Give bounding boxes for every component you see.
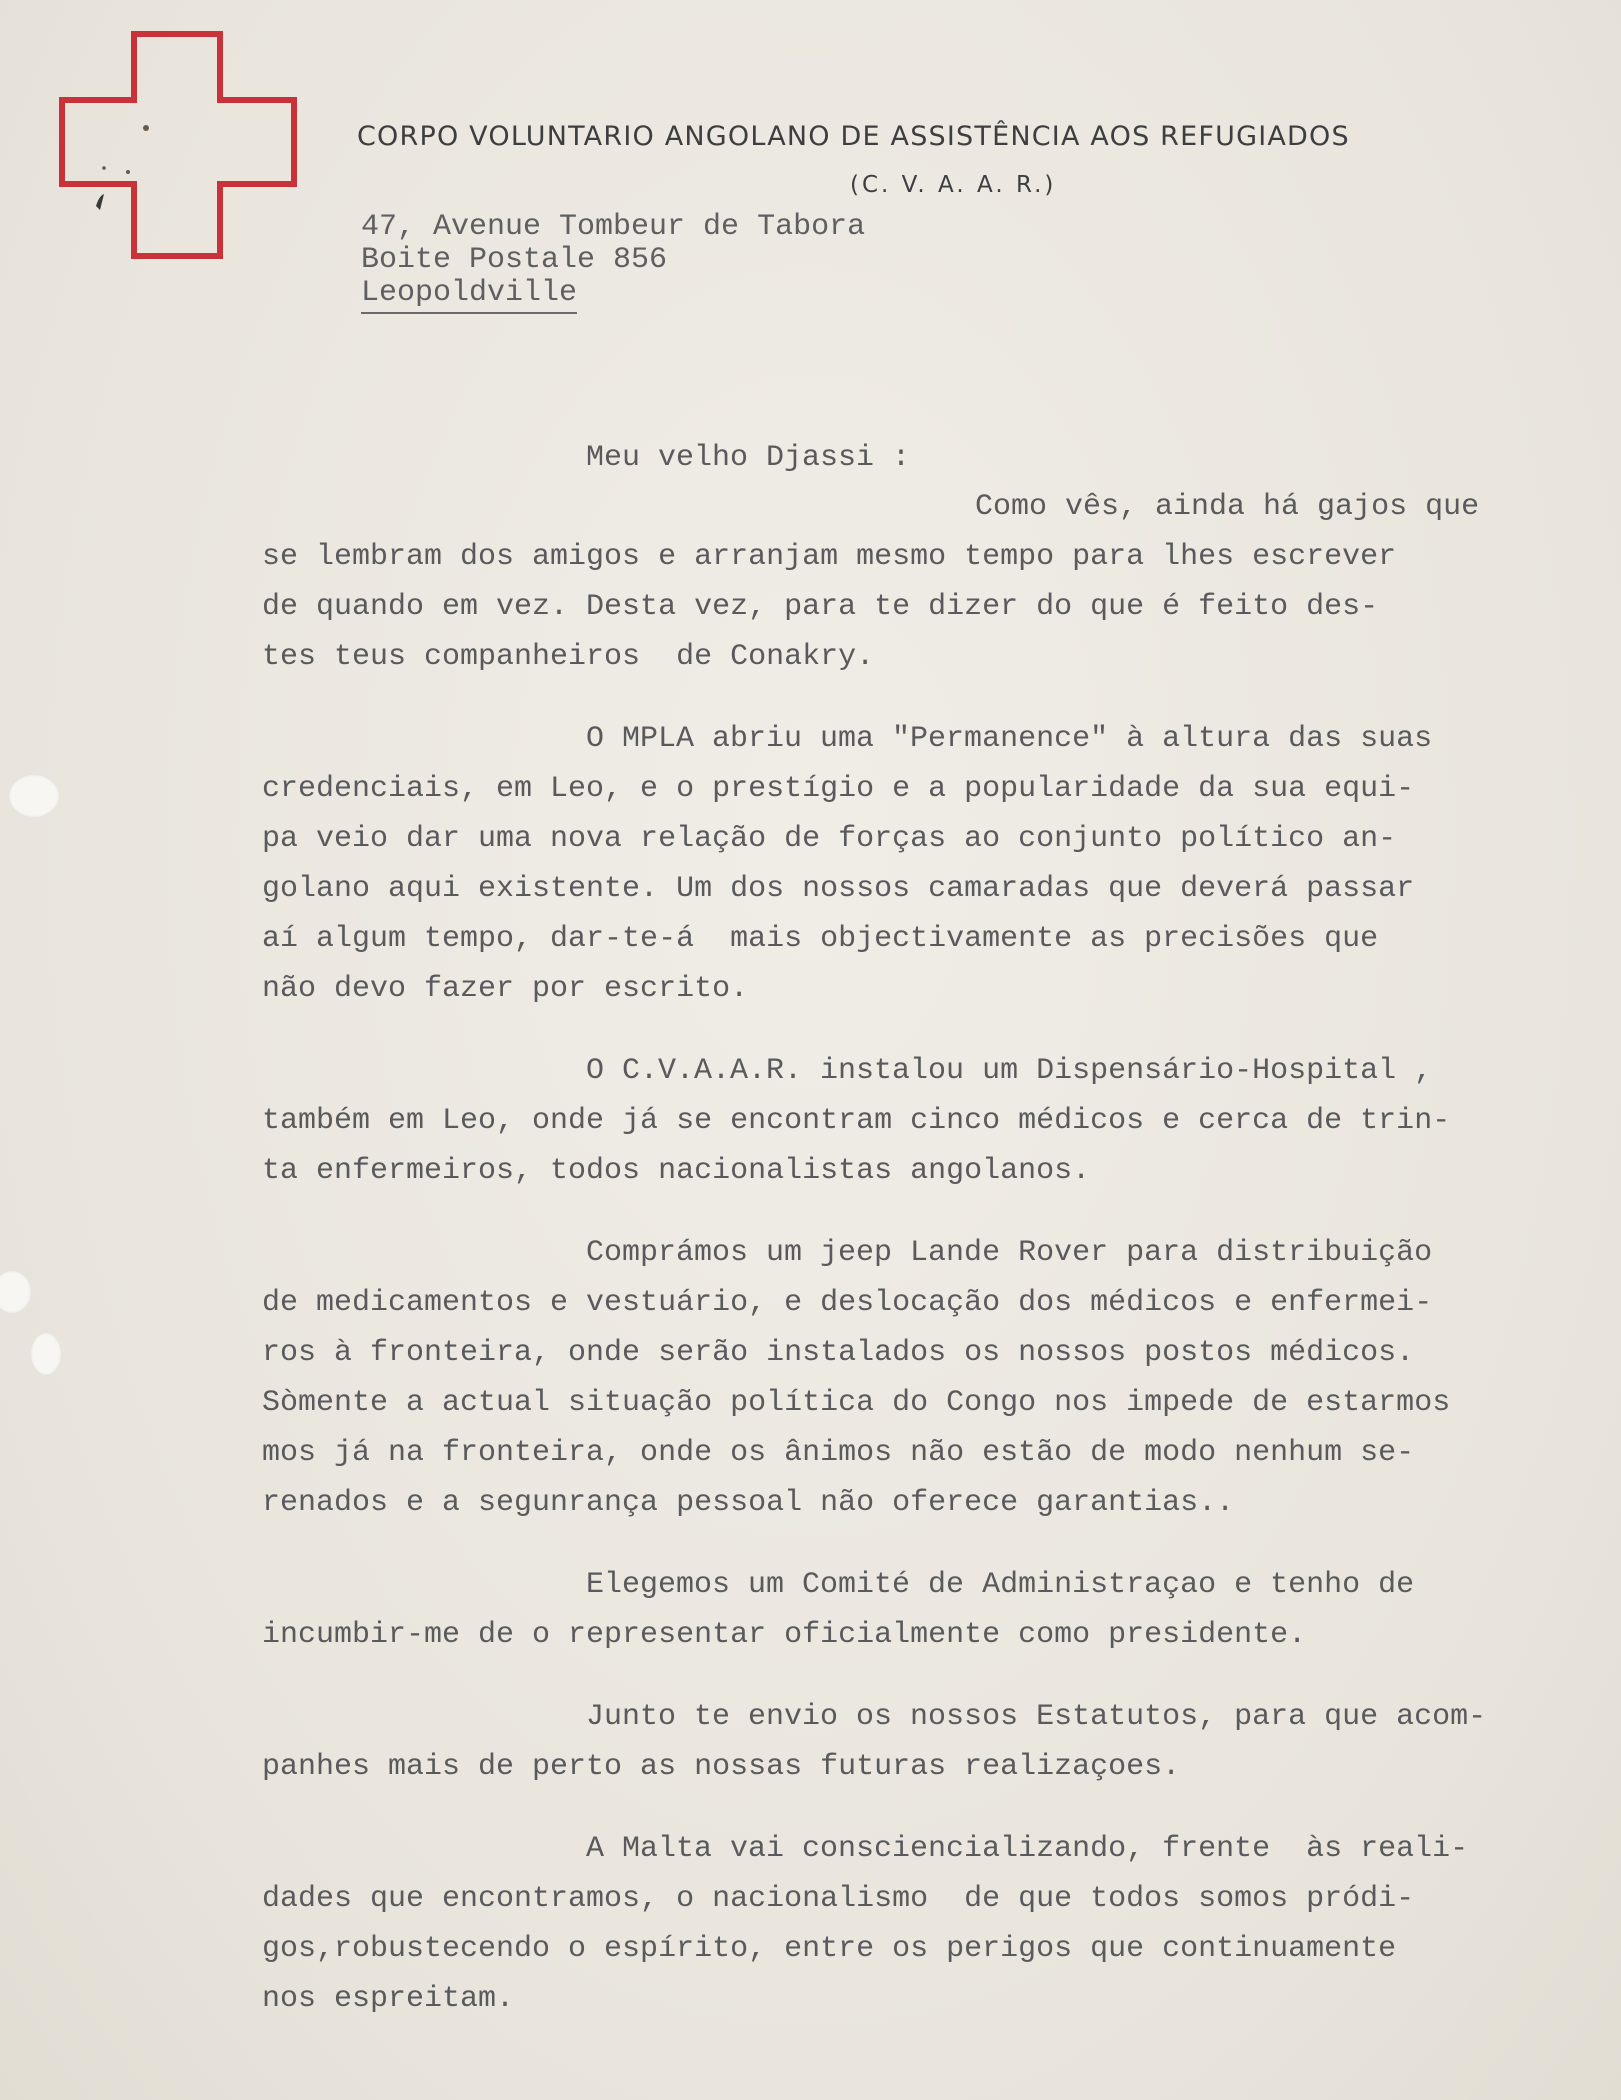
body-line: pa veio dar uma nova relação de forças ao conjunto político an-: [262, 822, 1397, 856]
address-street: 47, Avenue Tombeur de Tabora: [361, 210, 866, 244]
address-city-text: Leopoldville: [361, 276, 577, 314]
body-line: dades que encontramos, o nacionalismo de que todos somos pródi-: [262, 1882, 1415, 1916]
body-line: golano aqui existente. Um dos nossos camaradas que deverá passar: [262, 872, 1415, 906]
body-line: ros à fronteira, onde serão instalados os nossos postos médicos.: [262, 1336, 1415, 1370]
body-line: Junto te envio os nossos Estatutos, para que acom-: [586, 1700, 1487, 1734]
body-line: Como vês, ainda há gajos que: [975, 490, 1480, 524]
body-line: panhes mais de perto as nossas futuras realizaçoes.: [262, 1750, 1181, 1784]
body-line: Sòmente a actual situação política do Congo nos impede de estarmos: [262, 1386, 1451, 1420]
body-line: nos espreitam.: [262, 1982, 515, 2016]
salutation: Meu velho Djassi :: [586, 441, 911, 475]
body-line: renados e a segunrança pessoal não oferece garantias..: [262, 1486, 1235, 1520]
body-line: se lembram dos amigos e arranjam mesmo tempo para lhes escrever: [262, 540, 1397, 574]
punch-hole: [8, 774, 60, 818]
body-line: A Malta vai consciencializando, frente às reali-: [586, 1832, 1469, 1866]
organization-abbreviation: (C. V. A. A. R.): [850, 172, 1057, 198]
body-line: O C.V.A.A.R. instalou um Dispensário-Hospital ,: [586, 1054, 1433, 1088]
body-line: de medicamentos e vestuário, e deslocação dos médicos e enfermei-: [262, 1286, 1433, 1320]
red-cross-icon: [58, 30, 298, 260]
body-line: aí algum tempo, dar-te-á mais objectivamente as precisões que: [262, 922, 1379, 956]
punch-hole: [0, 1270, 32, 1314]
address-po-box: Boite Postale 856: [361, 243, 668, 277]
body-line: incumbir-me de o representar oficialmente como presidente.: [262, 1618, 1307, 1652]
body-line: credenciais, em Leo, e o prestígio e a popularidade da sua equi-: [262, 772, 1415, 806]
body-line: ta enfermeiros, todos nacionalistas angolanos.: [262, 1154, 1091, 1188]
body-line: tes teus companheiros de Conakry.: [262, 640, 875, 674]
address-city: [361, 276, 577, 310]
body-line: não devo fazer por escrito.: [262, 972, 749, 1006]
body-line: gos,robustecendo o espírito, entre os perigos que continuamente: [262, 1932, 1397, 1966]
punch-hole: [30, 1332, 62, 1376]
body-line: também em Leo, onde já se encontram cinco médicos e cerca de trin-: [262, 1104, 1451, 1138]
body-line: Comprámos um jeep Lande Rover para distribuição: [586, 1236, 1433, 1270]
body-line: Elegemos um Comité de Administraçao e tenho de: [586, 1568, 1415, 1602]
organization-name: CORPO VOLUNTARIO ANGOLANO DE ASSISTÊNCIA AOS REFUGIADOS: [357, 121, 1350, 152]
body-line: mos já na fronteira, onde os ânimos não estão de modo nenhum se-: [262, 1436, 1415, 1470]
body-line: O MPLA abriu uma "Permanence" à altura das suas: [586, 722, 1433, 756]
body-line: de quando em vez. Desta vez, para te dizer do que é feito des-: [262, 590, 1379, 624]
